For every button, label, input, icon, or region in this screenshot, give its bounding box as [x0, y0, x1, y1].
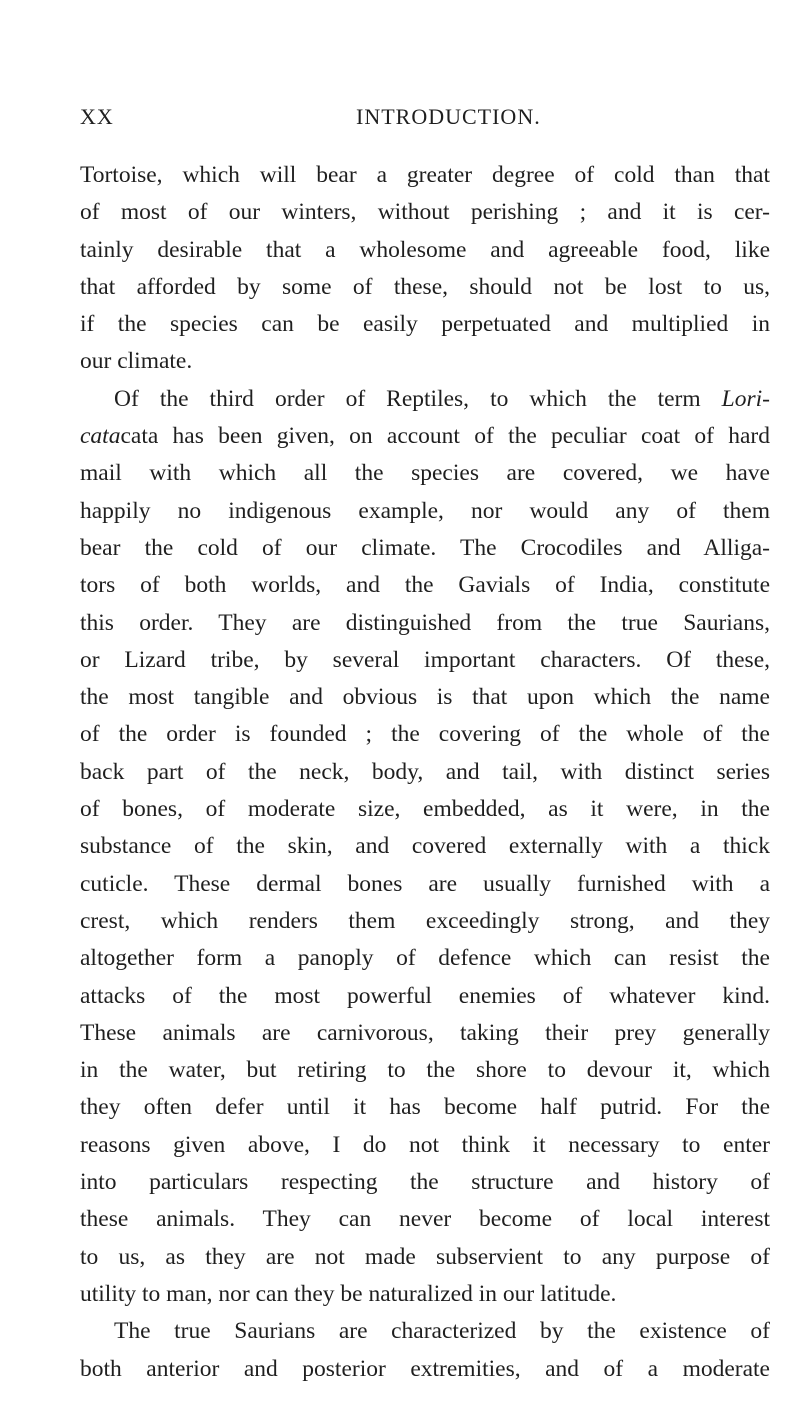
text-line: tors of both worlds, and the Gavials of India, constitute — [80, 572, 770, 599]
text-line: our climate. — [80, 348, 193, 375]
text-line: they often defer until it has become half putrid. For the — [80, 1094, 770, 1121]
text-line: bear the cold of our climate. The Crocodiles and Alliga- — [80, 534, 770, 561]
text-line: altogether form a panoply of defence which can resist the — [80, 945, 770, 972]
text-line: that afforded by some of these, should not be lost to us, — [80, 273, 770, 300]
text-line — [80, 381, 770, 418]
text-line: substance of the skin, and covered externally with a thick — [80, 833, 770, 860]
text-line: utility to man, nor can they be naturalized in our latitude. — [80, 1280, 617, 1307]
text-line: in the water, but retiring to the shore to devour it, which — [80, 1057, 770, 1084]
text-line: to us, as they are not made subservient to any purpose of — [80, 1243, 770, 1270]
text-line: these animals. They can never become of local interest — [80, 1206, 770, 1233]
text-line — [80, 418, 770, 455]
italic-term: Lori- — [721, 385, 770, 412]
page-number: XX — [80, 104, 114, 129]
text-line: of bones, of moderate size, embedded, as it were, in the — [80, 796, 770, 823]
text-line: both anterior and posterior extremities, and of a moderate — [80, 1355, 770, 1382]
italic-term: cata — [80, 423, 121, 450]
text-line: reasons given above, I do not think it necessary to enter — [80, 1131, 770, 1158]
body-text — [80, 157, 770, 1388]
text-line: tainly desirable that a wholesome and agreeable food, like — [80, 236, 770, 263]
text-line: cuticle. These dermal bones are usually furnished with a — [80, 870, 770, 897]
text-line: Tortoise, which will bear a greater degree of cold than that — [80, 162, 770, 188]
text-line: into particulars respecting the structure and history of — [80, 1169, 770, 1196]
text-line: if the species can be easily perpetuated and multiplied in — [80, 311, 770, 338]
text-line: crest, which renders them exceedingly strong, and they — [80, 907, 770, 934]
running-head: INTRODUCTION. — [356, 104, 541, 129]
text-line: of most of our winters, without perishing ; and it is cer- — [80, 199, 770, 226]
text-line: These animals are carnivorous, taking their prey generally — [80, 1019, 770, 1046]
text-fragment: cata has been given, on account of the peculiar coat of hard — [120, 423, 770, 450]
text-line: happily no indigenous example, nor would any of them — [80, 497, 770, 524]
text-line: The true Saurians are characterized by the existence of — [114, 1318, 770, 1345]
text-line: attacks of the most powerful enemies of whatever kind. — [80, 982, 770, 1009]
text-line: back part of the neck, body, and tail, with distinct series — [80, 758, 770, 785]
page-header — [80, 104, 766, 140]
text-line: of the order is founded ; the covering of the whole of the — [80, 721, 770, 748]
text-line: or Lizard tribe, by several important characters. Of these, — [80, 646, 770, 673]
text-fragment: Of the third order of Reptiles, to which the term — [114, 385, 722, 412]
text-line: mail with which all the species are covered, we have — [80, 460, 770, 487]
text-line: this order. They are distinguished from the true Saurians, — [80, 609, 770, 636]
text-line: the most tangible and obvious is that upon which the name — [80, 684, 770, 711]
